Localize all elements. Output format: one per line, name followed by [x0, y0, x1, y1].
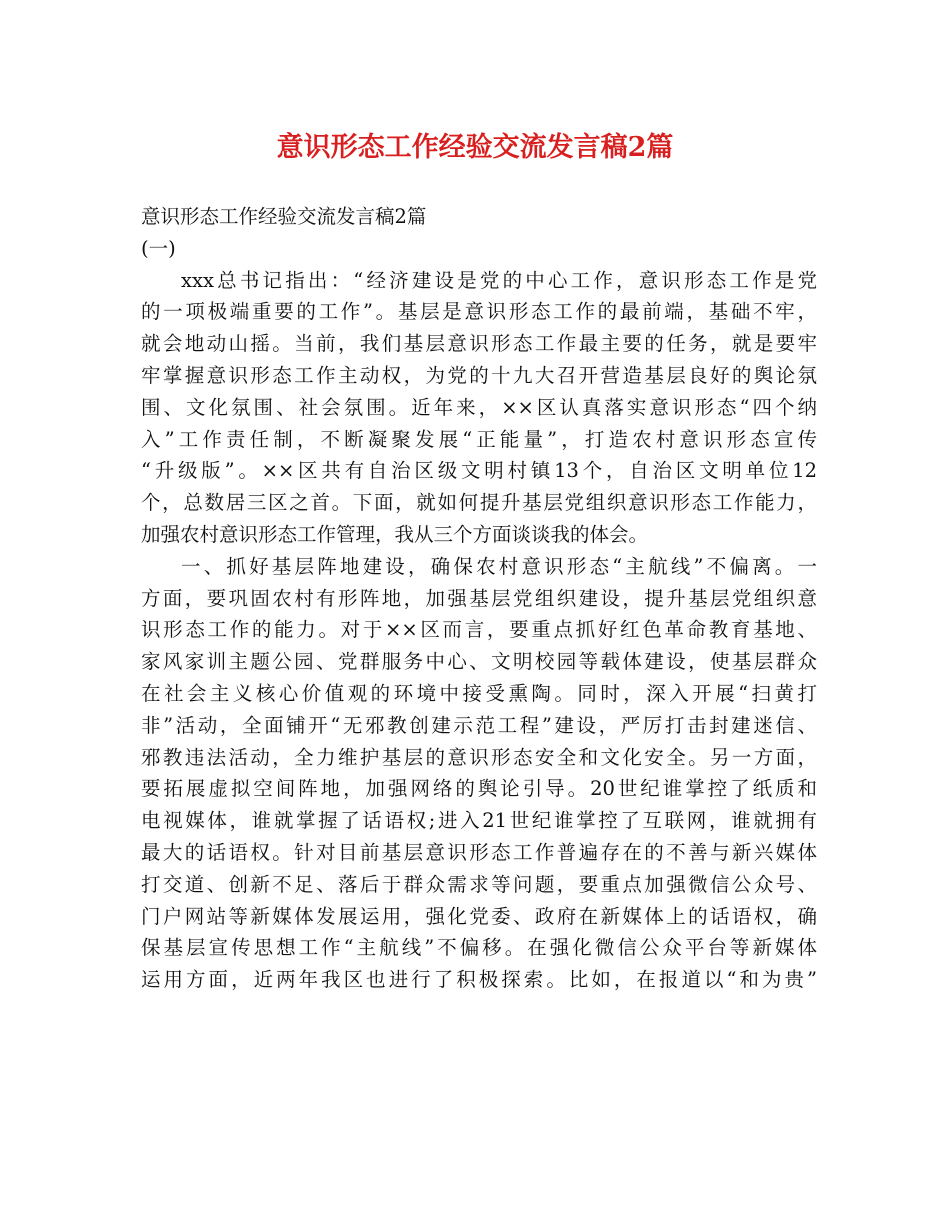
text-line: 门户网站等新媒体发展运用，强化党委、政府在新媒体上的话语权，确	[141, 904, 817, 928]
text-line: 的一项极端重要的工作”。基层是意识形态工作的最前端，基础不牢，	[141, 300, 817, 324]
text-line: 一、抓好基层阵地建设，确保农村意识形态“主航线”不偏离。一	[181, 554, 817, 578]
text-line: 方面，要巩固农村有形阵地，加强基层党组织建设，提升基层党组织意	[141, 586, 817, 610]
text-line: 家风家训主题公园、党群服务中心、文明校园等载体建设，使基层群众	[141, 650, 817, 674]
text-line: 入”工作责任制，不断凝聚发展“正能量”，打造农村意识形态宣传	[141, 427, 817, 451]
text-line: 运用方面，近两年我区也进行了积极探索。比如，在报道以“和为贵”	[141, 968, 817, 992]
text-line: 要拓展虚拟空间阵地，加强网络的舆论引导。20世纪谁掌控了纸质和	[141, 777, 817, 801]
text-line: 牢掌握意识形态工作主动权，为党的十九大召开营造基层良好的舆论氛	[141, 363, 817, 387]
text-line: “升级版”。××区共有自治区级文明村镇13个，自治区文明单位12	[141, 459, 817, 483]
text-line: 个，总数居三区之首。下面，就如何提升基层党组织意识形态工作能力，	[141, 491, 817, 515]
document-body	[141, 201, 817, 996]
text-line: 打交道、创新不足、落后于群众需求等问题，要重点加强微信公众号、	[141, 872, 817, 896]
text-line: 在社会主义核心价值观的环境中接受熏陶。同时，深入开展“扫黄打	[141, 681, 817, 705]
text-line: 最大的话语权。针对目前基层意识形态工作普遍存在的不善与新兴媒体	[141, 840, 817, 864]
text-line: 加强农村意识形态工作管理，我从三个方面谈谈我的体会。	[141, 522, 649, 546]
text-line: 电视媒体，谁就掌握了话语权;进入21世纪谁掌控了互联网，谁就拥有	[141, 809, 817, 833]
text-line: 邪教违法活动，全力维护基层的意识形态安全和文化安全。另一方面，	[141, 745, 817, 769]
text-line: xxx总书记指出：“经济建设是党的中心工作，意识形态工作是党	[181, 268, 817, 292]
text-line: (一)	[141, 236, 176, 260]
text-line: 意识形态工作经验交流发言稿2篇	[141, 205, 427, 228]
text-line: 非”活动，全面铺开“无邪教创建示范工程”建设，严厉打击封建迷信、	[141, 713, 817, 737]
text-line: 围、文化氛围、社会氛围。近年来，××区认真落实意识形态“四个纳	[141, 395, 817, 419]
text-line: 识形态工作的能力。对于××区而言，要重点抓好红色革命教育基地、	[141, 618, 817, 642]
text-line: 保基层宣传思想工作“主航线”不偏移。在强化微信公众平台等新媒体	[141, 936, 817, 960]
document-title: 意识形态工作经验交流发言稿2篇	[276, 132, 674, 163]
text-line: 就会地动山摇。当前，我们基层意识形态工作最主要的任务，就是要牢	[141, 332, 817, 356]
